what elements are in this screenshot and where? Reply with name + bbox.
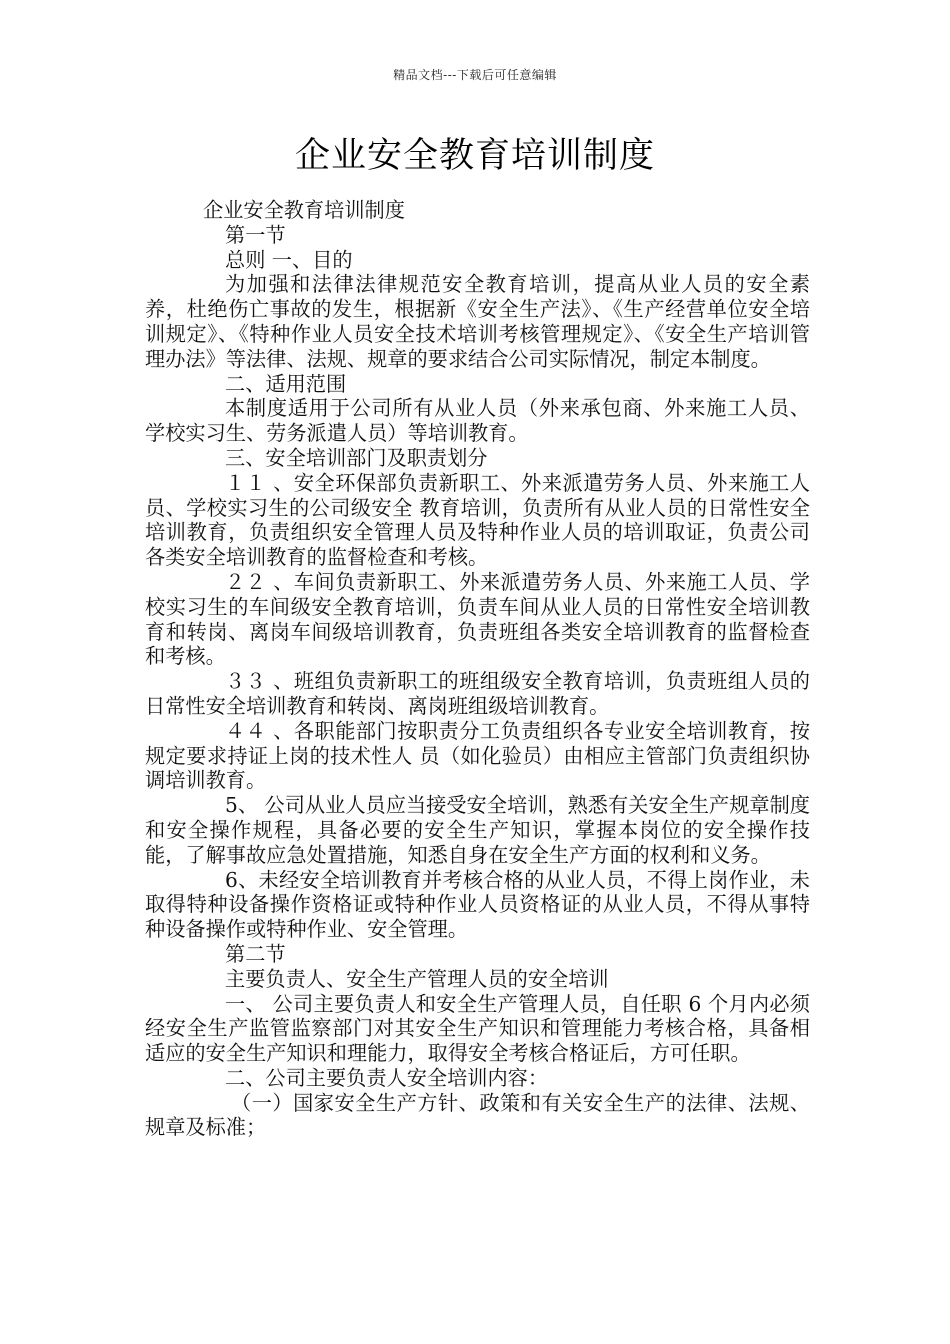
- section-heading: 第一节: [225, 222, 286, 247]
- subsection-heading: 三、安全培训部门及职责划分: [225, 445, 488, 470]
- paragraph: 6、未经安全培训教育并考核合格的从业人员，不得上岗作业，未取得特种设备操作资格证或特种作业人员资格证的从业人员，不得从事特种设备操作或特种作业、安全管理。: [145, 867, 810, 942]
- document-title: 企业安全教育培训制度: [294, 136, 655, 176]
- paragraph: 一、 公司主要负责人和安全生产管理人员，自任职 6 个月内必须经安全生产监管监察部门对其安全生产知识和管理能力考核合格，具备相适应的安全生产知识和理能力，取得安全考核合格证后，方可任职。: [145, 991, 810, 1066]
- document-body: [145, 198, 810, 1140]
- subsection-heading: 主要负责人、安全生产管理人员的安全培训: [225, 966, 609, 991]
- paragraph: （一）国家安全生产方针、政策和有关安全生产的法律、法规、规章及标准；: [145, 1090, 810, 1140]
- paragraph: ２２ 、车间负责新职工、外来派遣劳务人员、外来施工人员、学校实习生的车间级安全教育培训，负责车间从业人员的日常性安全培训教育和转岗、离岗车间级培训教育，负责班组各类安全培训教育的监督检查和考核。: [145, 569, 810, 669]
- paragraph: １１ 、安全环保部负责新职工、外来派遣劳务人员、外来施工人员、学校实习生的公司级安全 教育培训，负责所有从业人员的日常性安全培训教育，负责组织安全管理人员及特种作业人员的培训取证，负责公司各类安全培训教育的监督检查和考核。: [145, 470, 810, 570]
- page-header: 精品文档---下载后可任意编辑: [393, 68, 557, 82]
- paragraph: ３３ 、班组负责新职工的班组级安全教育培训，负责班组人员的日常性安全培训教育和转岗、离岗班组级培训教育。: [145, 669, 810, 718]
- subsection-heading: 总则 一、目的: [225, 247, 353, 272]
- paragraph: 本制度适用于公司所有从业人员（外来承包商、外来施工人员、学校实习生、劳务派遣人员）等培训教育。: [145, 396, 810, 446]
- section-heading: 第二节: [225, 941, 286, 966]
- paragraph: 5、 公司从业人员应当接受安全培训，熟悉有关安全生产规章制度和安全操作规程，具备必要的安全生产知识，掌握本岗位的安全操作技能，了解事故应急处置措施，知悉自身在安全生产方面的权利和义务。: [145, 793, 810, 867]
- paragraph: ４４ 、各职能部门按职责分工负责组织各专业安全培训教育，按规定要求持证上岗的技术性人 员（如化验员）由相应主管部门负责组织协调培训教育。: [145, 718, 810, 793]
- paragraph: 为加强和法律法律规范安全教育培训，提高从业人员的安全素养，杜绝伤亡事故的发生，根据新《安全生产法》、《生产经营单位安全培训规定》、《特种作业人员安全技术培训考核管理规定》、《安全生产培训管理办法》等法律、法规、规章的要求结合公司实际情况，制定本制度。: [145, 272, 810, 371]
- subsection-heading: 二、公司主要负责人安全培训内容：: [225, 1065, 549, 1090]
- subtitle: 企业安全教育培训制度: [203, 198, 405, 222]
- subsection-heading: 二、适用范围: [225, 371, 347, 396]
